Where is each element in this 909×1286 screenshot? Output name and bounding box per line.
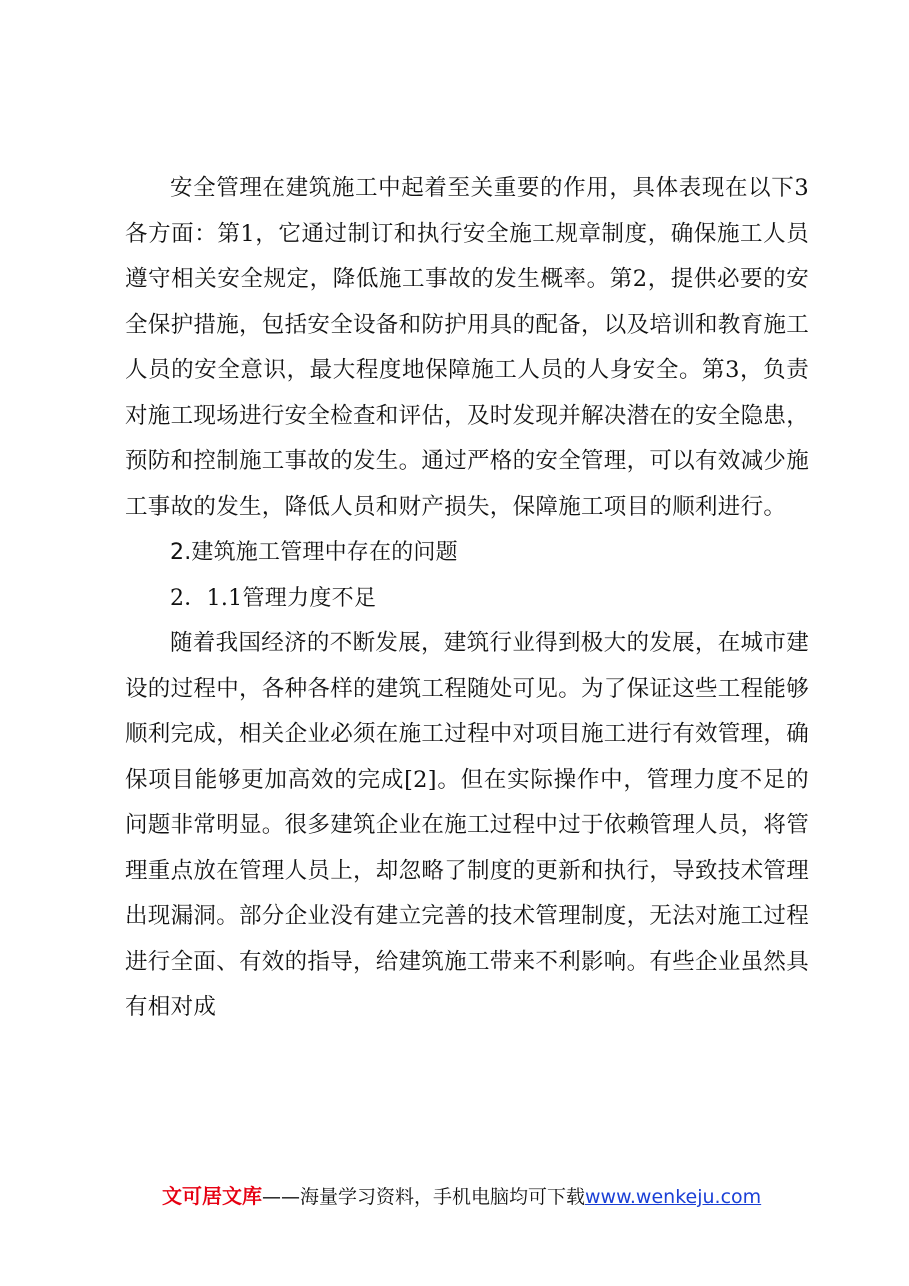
footer-slogan: ——海量学习资料，手机电脑均可下载 — [262, 1186, 586, 1208]
section-heading: 2.建筑施工管理中存在的问题 — [170, 540, 458, 565]
footer-url-link[interactable]: www.wenkeju.com — [585, 1186, 762, 1208]
document-body — [125, 166, 809, 1031]
footer-banner — [162, 1183, 761, 1210]
body-paragraph-management-insufficient: 随着我国经济的不断发展，建筑行业得到极大的发展，在城市建设的过程中，各种各样的建筑工程随处可见。为了保证这些工程能够顺利完成，相关企业必须在施工过程中对项目施工进行有效管理，确保项目能够更加高效的完成[2]。但在实际操作中，管理力度不足的问题非常明显。很多建筑企业在施工过程中过于依赖管理人员，将管理重点放在管理人员上，却忽略了制度的更新和执行，导致技术管理出现漏洞。部分企业没有建立完善的技术管理制度，无法对施工过程进行全面、有效的指导，给建筑施工带来不利影响。有些企业虽然具有相对成 — [125, 630, 810, 1020]
footer-brand: 文可居文库 — [162, 1184, 262, 1208]
body-paragraph-safety-management: 安全管理在建筑施工中起着至关重要的作用，具体表现在以下3各方面：第1，它通过制订和执行安全施工规章制度，确保施工人员遵守相关安全规定，降低施工事故的发生概率。第2，提供必要的安全保护措施，包括安全设备和防护用具的配备，以及培训和教育施工人员的安全意识，最大程度地保障施工人员的人身安全。第3，负责对施工现场进行安全检查和评估，及时发现并解决潜在的安全隐患，预防和控制施工事故的发生。通过严格的安全管理，可以有效减少施工事故的发生，降低人员和财产损失，保障施工项目的顺利进行。 — [125, 175, 810, 520]
subsection-heading: 2．1.1管理力度不足 — [170, 585, 377, 611]
